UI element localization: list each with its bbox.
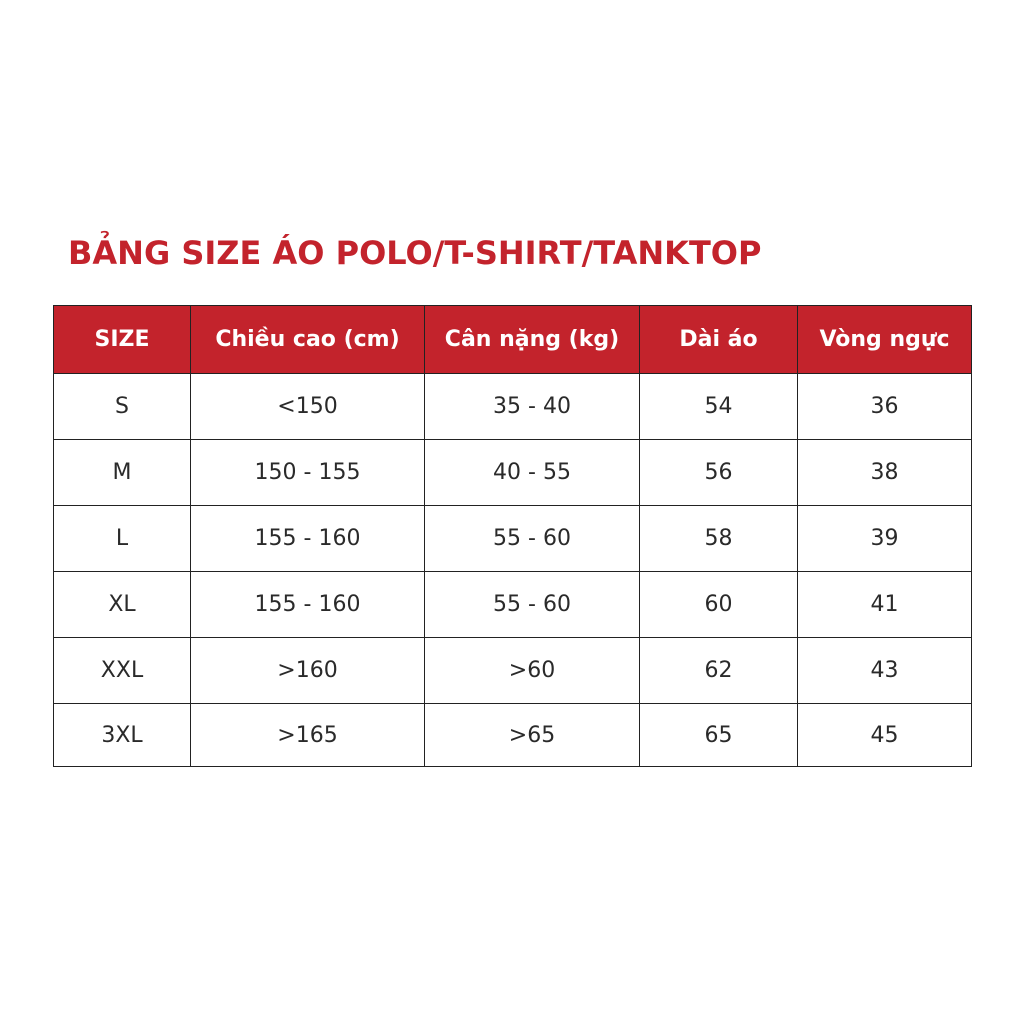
cell-size: S <box>54 374 191 440</box>
cell-chest: 43 <box>798 638 972 704</box>
cell-weight: >60 <box>425 638 640 704</box>
table-header-row <box>54 306 972 374</box>
cell-chest: 45 <box>798 704 972 767</box>
cell-size: XL <box>54 572 191 638</box>
table-row <box>54 638 972 704</box>
cell-weight: 40 - 55 <box>425 440 640 506</box>
cell-shirt-length: 60 <box>640 572 798 638</box>
header-weight: Cân nặng (kg) <box>425 306 640 374</box>
header-size: SIZE <box>54 306 191 374</box>
cell-shirt-length: 54 <box>640 374 798 440</box>
cell-chest: 38 <box>798 440 972 506</box>
cell-shirt-length: 62 <box>640 638 798 704</box>
cell-size: 3XL <box>54 704 191 767</box>
cell-height: 155 - 160 <box>191 572 425 638</box>
cell-chest: 39 <box>798 506 972 572</box>
cell-height: >160 <box>191 638 425 704</box>
cell-shirt-length: 56 <box>640 440 798 506</box>
cell-weight: 55 - 60 <box>425 572 640 638</box>
table-row <box>54 440 972 506</box>
size-chart-table <box>53 305 972 767</box>
cell-weight: 35 - 40 <box>425 374 640 440</box>
table-row <box>54 704 972 767</box>
cell-height: 155 - 160 <box>191 506 425 572</box>
table-row <box>54 506 972 572</box>
table-row <box>54 374 972 440</box>
cell-size: L <box>54 506 191 572</box>
cell-height: >165 <box>191 704 425 767</box>
header-height: Chiều cao (cm) <box>191 306 425 374</box>
cell-weight: 55 - 60 <box>425 506 640 572</box>
page-title: BẢNG SIZE ÁO POLO/T-SHIRT/TANKTOP <box>68 234 762 272</box>
cell-height: <150 <box>191 374 425 440</box>
cell-height: 150 - 155 <box>191 440 425 506</box>
cell-chest: 41 <box>798 572 972 638</box>
cell-shirt-length: 58 <box>640 506 798 572</box>
cell-weight: >65 <box>425 704 640 767</box>
cell-chest: 36 <box>798 374 972 440</box>
table-row <box>54 572 972 638</box>
header-shirt-length: Dài áo <box>640 306 798 374</box>
header-chest: Vòng ngực <box>798 306 972 374</box>
cell-size: M <box>54 440 191 506</box>
cell-size: XXL <box>54 638 191 704</box>
cell-shirt-length: 65 <box>640 704 798 767</box>
